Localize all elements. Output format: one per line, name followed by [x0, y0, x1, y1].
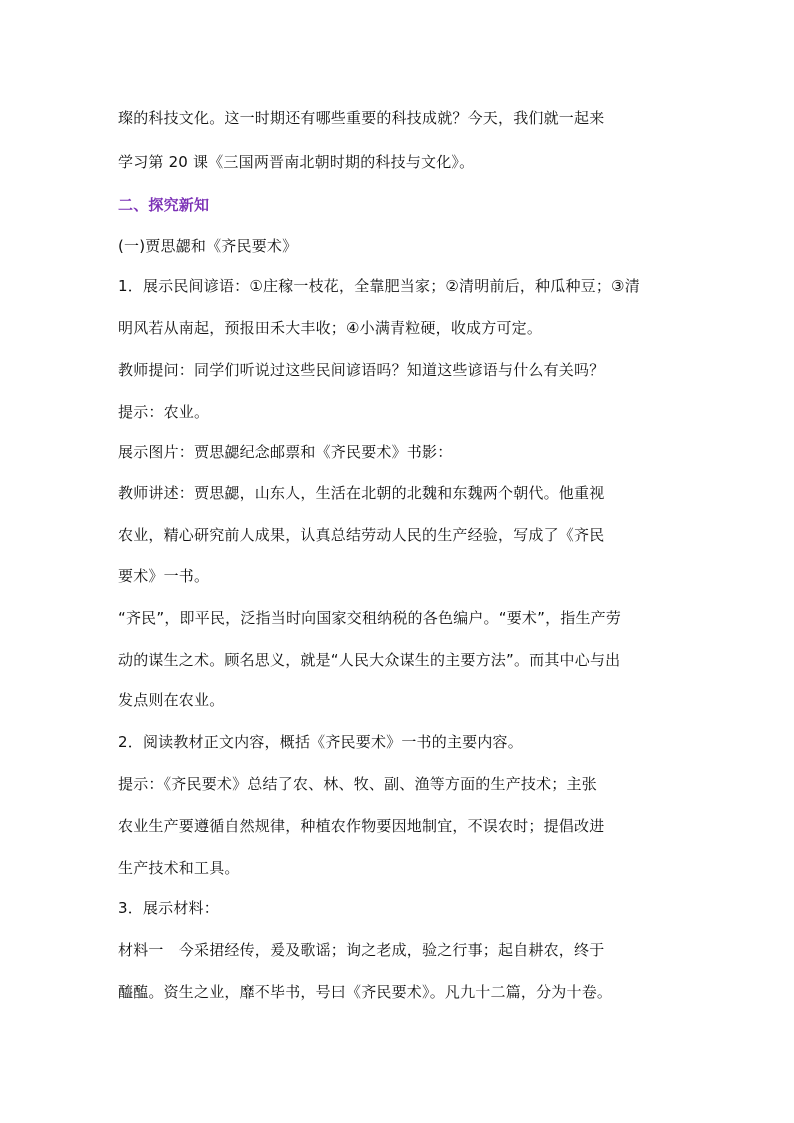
paragraph-line: 提示：农业。 [118, 403, 210, 421]
paragraph-line: 农业，精心研究前人成果，认真总结劳动人民的生产经验，写成了《齐民 [118, 526, 605, 544]
paragraph-line: 学习第 20 课《三国两晋南北朝时期的科技与文化》。 [118, 153, 475, 171]
paragraph-line: 醯醢。资生之业，靡不毕书，号曰《齐民要术》。凡九十二篇，分为十卷。 [118, 983, 613, 1001]
paragraph-line: 农业生产要遵循自然规律，种植农作物要因地制宜，不误农时；提倡改进 [118, 817, 605, 835]
paragraph-line: 材料一 今采捃经传，爰及歌谣；询之老成，验之行事；起自耕农，终于 [118, 941, 605, 959]
paragraph-line: 提示：《齐民要术》总结了农、林、牧、副、渔等方面的生产技术；主张 [118, 775, 597, 793]
paragraph-line: 展示图片：贾思勰纪念邮票和《齐民要术》书影： [118, 443, 453, 461]
paragraph-line: 动的谋生之术。顾名思义，就是“人民大众谋生的主要方法”。而其中心与出 [118, 651, 621, 669]
paragraph-line: 教师提问：同学们听说过这些民间谚语吗？知道这些谚语与什么有关吗？ [118, 361, 605, 379]
paragraph-line: 发点则在农业。 [118, 691, 225, 709]
paragraph-line: 教师讲述：贾思勰，山东人，生活在北朝的北魏和东魏两个朝代。他重视 [118, 484, 605, 502]
paragraph-line: “齐民”，即平民，泛指当时向国家交租纳税的各色编户。“要术”，指生产劳 [118, 609, 622, 627]
paragraph-line: 1．展示民间谚语：①庄稼一枝花，全靠肥当家；②清明前后，种瓜种豆；③清 [118, 277, 640, 295]
paragraph-line: 生产技术和工具。 [118, 859, 240, 877]
paragraph-line: 2．阅读教材正文内容，概括《齐民要术》一书的主要内容。 [118, 733, 523, 751]
paragraph-line: 3．展示材料： [118, 899, 219, 917]
section-heading: 二、探究新知 [118, 196, 210, 214]
paragraph-line: 明风若从南起，预报田禾大丰收；④小满青粒硬，收成方可定。 [118, 319, 543, 337]
subsection-heading: (一)贾思勰和《齐民要术》 [118, 237, 298, 255]
paragraph-line: 要术》一书。 [118, 567, 210, 585]
paragraph-line: 璨的科技文化。这一时期还有哪些重要的科技成就？今天，我们就一起来 [118, 109, 605, 127]
